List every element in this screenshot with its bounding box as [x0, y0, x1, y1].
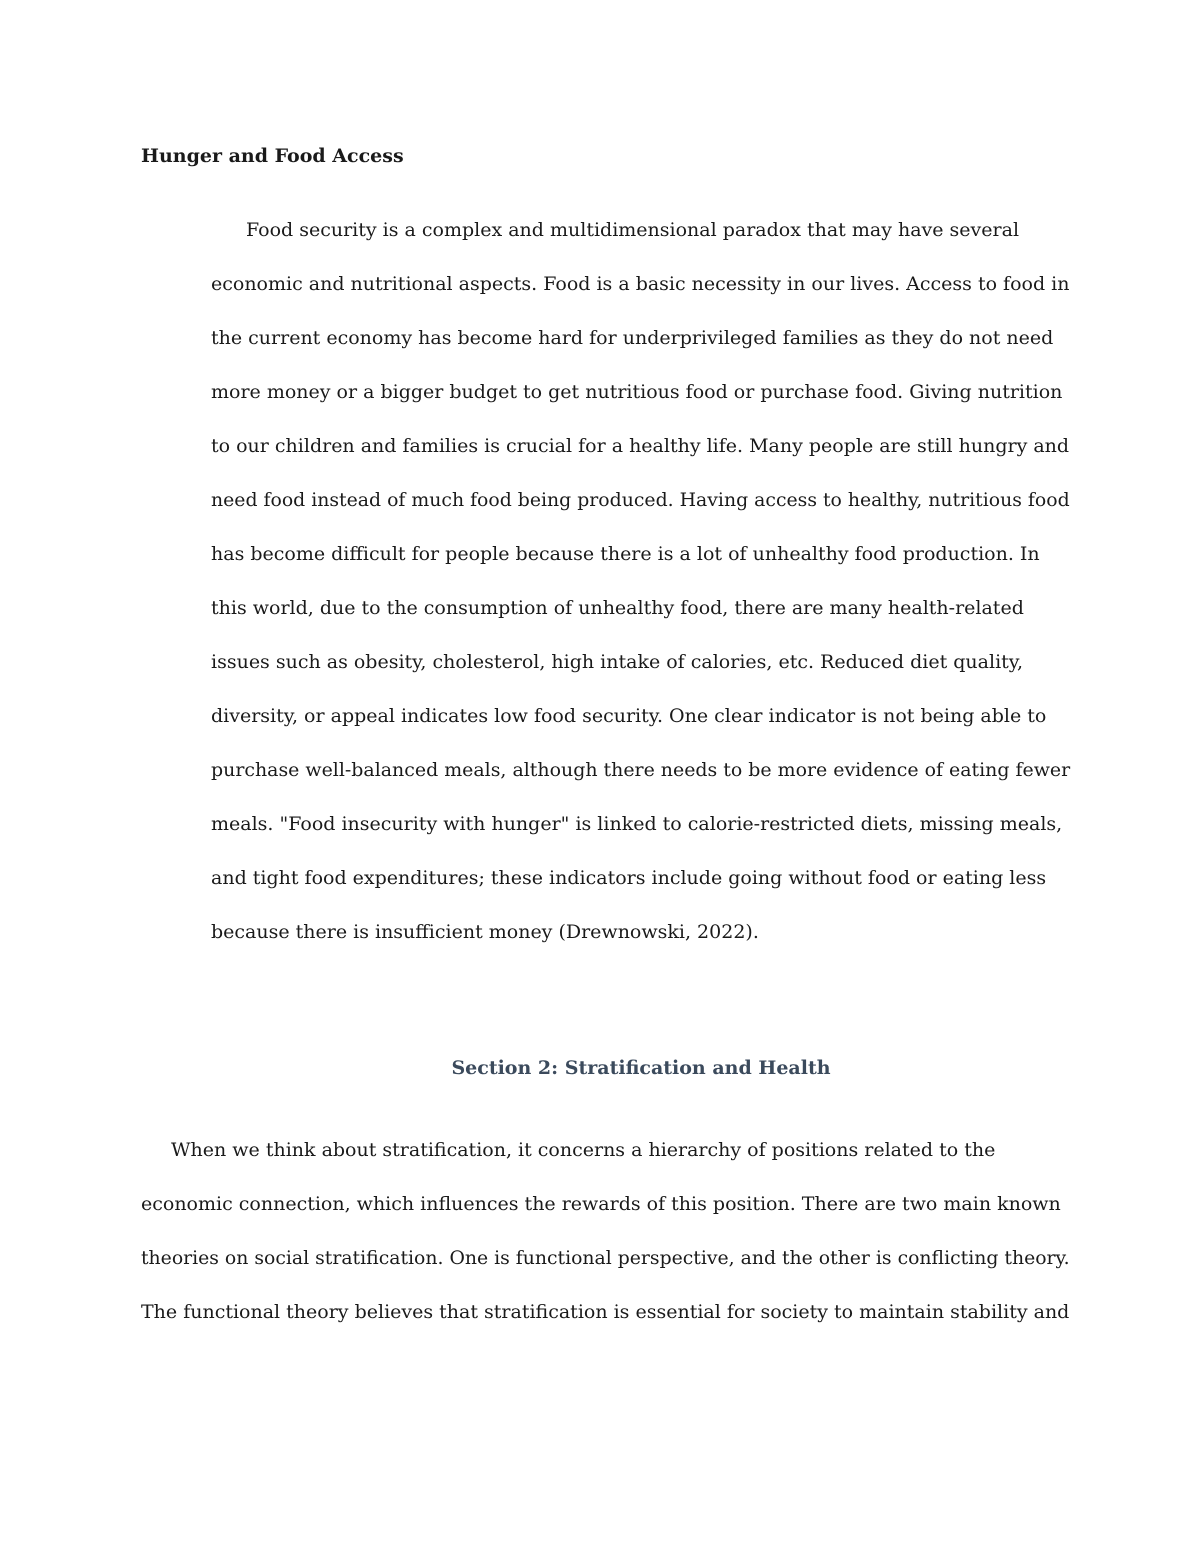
text-line: this world, due to the consumption of unhealthy food, there are many health-related — [211, 597, 1024, 619]
section-heading-stratification: Section 2: Stratification and Health — [451, 1057, 831, 1079]
text-line: purchase well-balanced meals, although there needs to be more evidence of eating fewer — [211, 759, 1071, 781]
text-line: the current economy has become hard for underprivileged families as they do not need — [211, 327, 1054, 349]
text-line: diversity, or appeal indicates low food security. One clear indicator is not being able to — [211, 705, 1047, 727]
text-line: The functional theory believes that stratification is essential for society to maintain stability and — [141, 1301, 1070, 1323]
text-line: has become difficult for people because there is a lot of unhealthy food production. In — [211, 543, 1040, 565]
text-line: theories on social stratification. One is functional perspective, and the other is conflicting theory. — [141, 1247, 1070, 1269]
text-line: Food security is a complex and multidimensional paradox that may have several — [246, 219, 1020, 241]
text-line: meals. "Food insecurity with hunger" is linked to calorie-restricted diets, missing meals, — [211, 813, 1063, 835]
text-line: more money or a bigger budget to get nutritious food or purchase food. Giving nutrition — [211, 381, 1063, 403]
text-line: economic connection, which influences the rewards of this position. There are two main known — [141, 1193, 1061, 1215]
text-line: need food instead of much food being produced. Having access to healthy, nutritious food — [211, 489, 1070, 511]
text-line: to our children and families is crucial for a healthy life. Many people are still hungry and — [211, 435, 1070, 457]
text-line: because there is insufficient money (Drewnowski, 2022). — [211, 921, 759, 943]
text-line: and tight food expenditures; these indicators include going without food or eating less — [211, 867, 1047, 889]
text-line: When we think about stratification, it concerns a hierarchy of positions related to the — [171, 1139, 996, 1161]
text-line: economic and nutritional aspects. Food is a basic necessity in our lives. Access to food in — [211, 273, 1070, 295]
text-line: issues such as obesity, cholesterol, high intake of calories, etc. Reduced diet quality, — [211, 651, 1024, 673]
section-heading-hunger: Hunger and Food Access — [141, 145, 404, 167]
